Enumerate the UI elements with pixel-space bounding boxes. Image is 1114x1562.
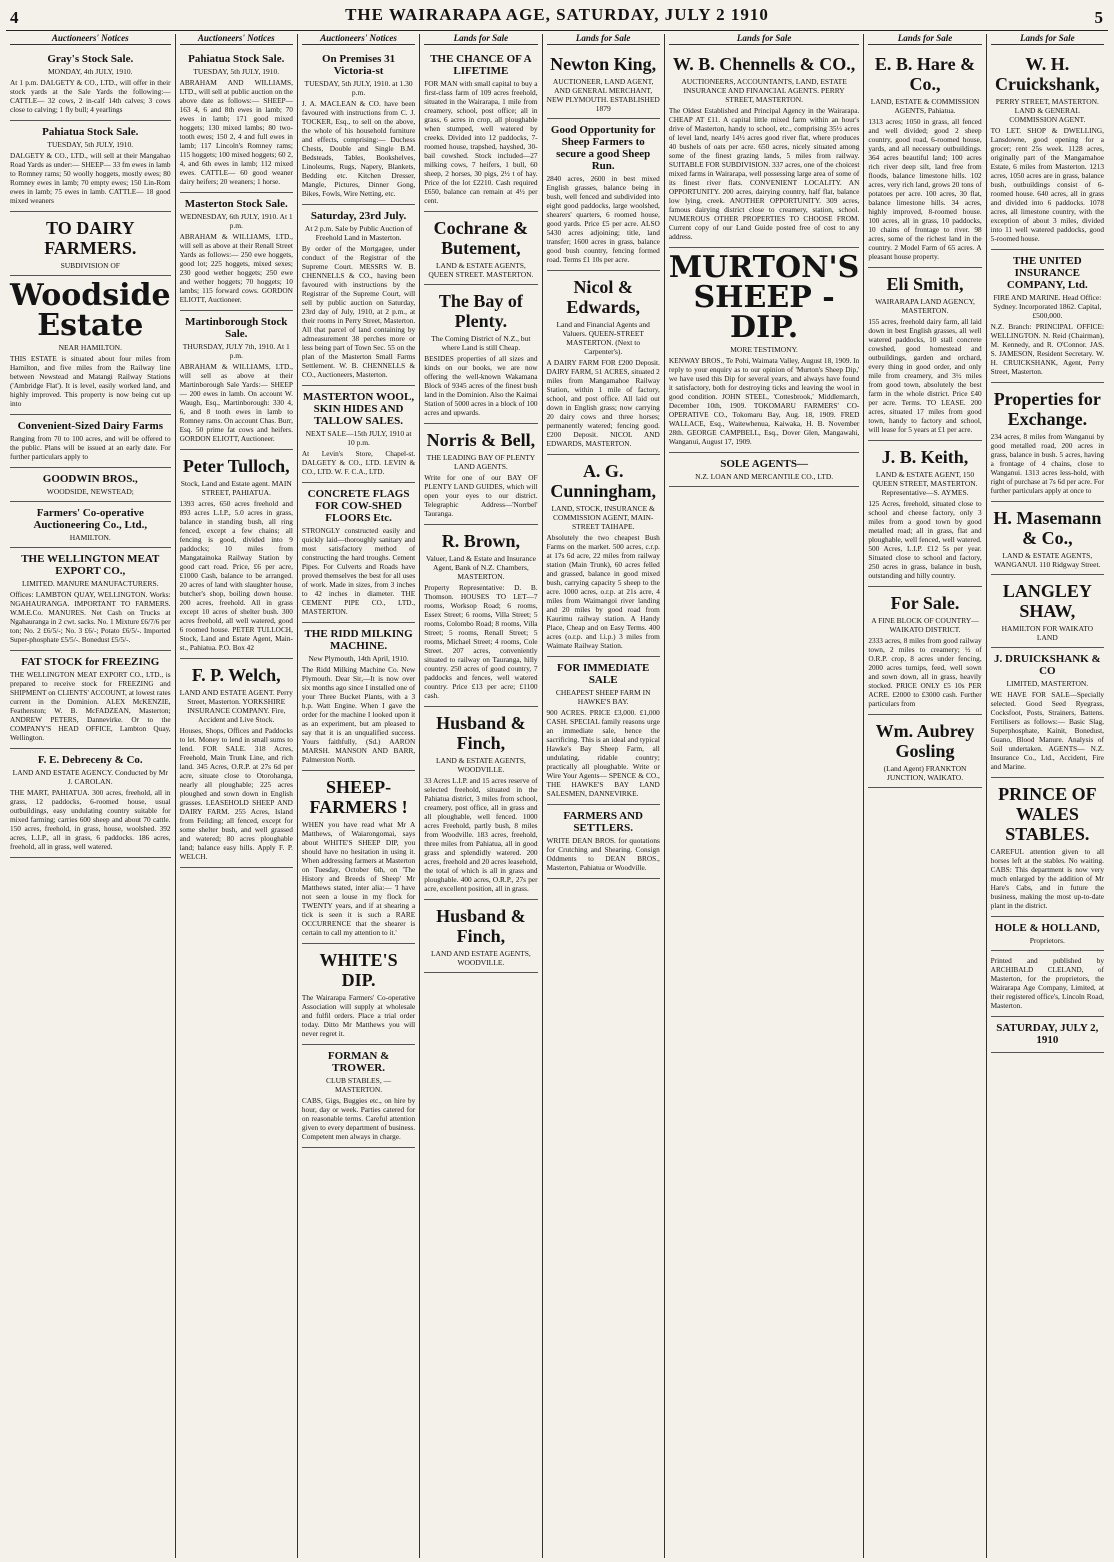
column-2: [176, 34, 298, 1558]
column-heading: Auctioneers' Notices: [10, 34, 171, 45]
ad-display-heading: Woodside Estate: [10, 278, 171, 343]
ad-heading: J. B. Keith,: [881, 447, 969, 467]
ad-subheading: LAND & ESTATE AGENTS, WOODVILLE.: [435, 756, 526, 774]
column-5: [543, 34, 665, 1558]
advertisement: [424, 285, 537, 424]
advertisement: [10, 502, 171, 548]
ad-title: SATURDAY, JULY 2, 1910: [996, 1022, 1099, 1046]
advertisement: [302, 1045, 415, 1148]
ad-title: Martinborough Stock Sale.: [185, 316, 288, 340]
column-heading: Auctioneers' Notices: [180, 34, 293, 45]
ad-title: Farmers' Co-operative Auctioneering Co., Ltd.,: [33, 507, 148, 531]
advertisement: [302, 623, 415, 771]
advertisement: [424, 707, 537, 900]
ad-subheading: FIRE AND MARINE. Head Office: Sydney. Incorporated 1862. Capital, £500,000.: [993, 293, 1102, 320]
advertisement: [868, 268, 981, 441]
ad-subheading: HAMILTON FOR WAIKATO LAND: [1001, 624, 1094, 642]
advertisement: [547, 657, 660, 805]
ad-heading: SHEEP-FARMERS !: [309, 777, 408, 817]
ad-title: J. DRUICKSHANK & CO: [994, 653, 1101, 677]
ad-body: 1313 acres; 1050 in grass, all fenced and well divided; good 2 sheep country, good road, 6-roomed house, yards, and all necessary outbuildings. 364 acres beautiful land; 100 acres rich river deep silt, land free from floods, balance limestone hills. 102 acres, very rich land, grows 20 tons of potatoes per acre. 100 acres, 30 flat, balance limestone hills. 34 acres, highly improved, 8-roomed house. 100 acres, all in grass, 10 paddocks, 10 chains of frontage to river. 98 acres, some of the richest land in the country. 2 Model Farm of 65 acres. A pleasant house property.: [868, 117, 982, 261]
advertisement: [424, 48, 537, 212]
ad-subheading: A FINE BLOCK OF COUNTRY—WAIKATO DISTRICT.: [871, 616, 979, 634]
ad-title: FAT STOCK for FREEZING: [21, 656, 160, 668]
ad-subheading: CLUB STABLES, — MASTERTON.: [326, 1076, 392, 1094]
advertisement: [424, 525, 537, 707]
advertisement: [10, 212, 171, 276]
ad-body: TO LET. SHOP & DWELLING, Lansdowne, good opening for a grocer; rent 25s week. 1128 acres, originally part of the Mangamahoe Estate, 6 miles from Masterton. 1213 acres, 1050 acres are in grass, balance bush, outbuildings consist of 6-roomed house. 640 acres, all in grass and divided into 6 paddocks. 1078 acres, all limestone country, with the exception of about 3 miles, divided into 11 well watered paddocks, good 5-roomed house.: [990, 126, 1104, 243]
advertisement: [991, 502, 1104, 575]
ad-heading: Husband & Finch,: [436, 713, 526, 753]
ad-body: Absolutely the two cheapest Bush Farms on the market. 500 acres, c.r.p. at 17s 6d acre, 22 miles from railway station (Main Trunk), 60 acres felled and grassed, balance in good mixed bush, carrying capacity 5 sheep to the acre. 1000 acres, o.r.p. at 21s acre, 4 miles from Waimangoi river landing and 20 miles by good road from Kaurimu railway station. A Handy Place, Cheap and on Easy Terms. 400 acres (o.r.p. and l.i.p.) 3 miles from Waimate Railway Station.: [546, 533, 660, 650]
ad-heading: Wm. Aubrey Gosling: [875, 721, 975, 761]
ad-heading: LANGLEY SHAW,: [1002, 581, 1092, 621]
ad-subheading: NEAR HAMILTON.: [58, 343, 122, 352]
ad-heading: Newton King,: [550, 54, 657, 74]
ad-subheading: Valuer, Land & Estate and Insurance Agent, Bank of N.Z. Chambers, MASTERTON.: [425, 554, 536, 581]
ad-title: On Premises 31 Victoria-st: [322, 53, 396, 77]
ad-heading: The Bay of Plenty.: [438, 291, 523, 331]
advertisement: [302, 944, 415, 1045]
ad-body: Houses, Shops, Offices and Paddocks to let. Money to lend in small sums to lend. FOR SALE. 318 Acres, Freehold, Main Trunk Line, and rich land. 345 Acres, O.R.P. at 27s 6d per acre, situate close to Otorohanga, nearly all ploughable; 225 acres ploughed and sown down in English grasses. LEASEHOLD SHEEP AND DAIRY FARM. 255 Acres, Island from Feilding; all fenced, except for some shelter bush, and well grassed and watered; 80 acres ploughable land; balance easy hills. Apply F. P. WELCH.: [179, 726, 293, 861]
ad-heading: TO DAIRY FARMERS.: [44, 218, 137, 258]
ad-title: FORMAN & TROWER.: [327, 1050, 390, 1074]
advertisement: [302, 771, 415, 944]
advertisement: [424, 212, 537, 285]
ad-title: Masterton Stock Sale.: [184, 198, 288, 210]
ad-subheading: SUBDIVISION OF: [60, 261, 120, 270]
advertisement: [302, 483, 415, 623]
ad-subheading: LAND, ESTATE & COMMISSION AGENTS, Pahiatua.: [870, 97, 980, 115]
ad-subheading: TUESDAY, 5th JULY, 1910.: [47, 140, 134, 149]
ad-subheading: MORE TESTIMONY.: [730, 345, 798, 354]
ad-display-heading: MURTON'S SHEEP - DIP.: [668, 250, 860, 345]
ad-body: WE HAVE FOR SALE—Specially selected. Good Seed Ryegrass, Cocksfoot, Posts, Strainers, Battens. Fertilisers as follows:— Basic Slag, Superphosphate, Kainit, Bonedust, Guano, Blood Manure. Analysis of Soil undertaken. AGENTS— N.Z. Insurance Co., Ltd., Accident, Fire and Marine.: [990, 690, 1104, 771]
ad-body: ABRAHAM AND WILLIAMS, LTD., will sell at public auction on the above date as follows:— SHEEP— 163 4, 6 and 8th ewes in lamb; 70 ewes in lamb; 171 good mixed hoggets; 130 mixed lambs; 80 two-tooth ewes; 150 2, 4 and full ewes in lamb; 117 Lincoln's Romney rams; 115 hoggets; 100 mixed hoggets; 60 2, 4, and 6th ewes in lamb; 112 mixed ewes. CATTLE— 60 good weaner dairy heifers; 20 weaners; 1 horse.: [179, 78, 293, 186]
advertisement: [424, 900, 537, 973]
column-4: [420, 34, 542, 1558]
advertisement: [180, 659, 293, 868]
advertisement: [669, 453, 860, 487]
ad-title: F. E. Debreceny & Co.: [37, 754, 143, 766]
ad-subheading: TUESDAY, 5th JULY, 1910. at 1.30 p.m.: [304, 79, 413, 97]
ad-body: Offices: LAMBTON QUAY, WELLINGTON. Works: NGAHAURANGA. IMPORTANT TO FARMERS. W.M.E.Co. MANURES. Net Cash on Trucks at Ngahauranga in 2 cwt. sacks. No. 1 Mixture £6/7/6 per ton; No. 2 £6/5/-; No. 3 £6/-; Potato £6/5/-. Imported Super-phosphate £5/5/-. Bonedust £5/5/-.: [10, 590, 171, 644]
ad-body: Property Representative: D. B. Thomson. HOUSES TO LET—7 rooms, Worksop Road; 6 rooms, Essex Street; 6 rooms, Villa Street; 5 rooms, Colombo Road; 8 rooms, Villa Street; 5 rooms, Renall Street; 5 rooms, Michael Street; 4 rooms, Cole Street. 207 acres, conveniently situated to railway on Tauranga, hilly country. 250 acres of good country, 7 paddocks and fences, well watered country. Price £13 per acre; £1100 cash.: [424, 583, 538, 700]
ad-heading: Norris & Bell,: [426, 430, 536, 450]
ad-subheading: WEDNESDAY, 6th JULY, 1910. At 1 p.m.: [179, 212, 293, 230]
ad-body: CAREFUL attention given to all horses left at the stables. No waiting. CABS: This department is now very much enlarged by the addition of Mr Hare's Cabs, and in future the business, making the most up-to-date plant in the district.: [990, 847, 1104, 910]
ad-body: Printed and published by ARCHIBALD CLELAND, of Masterton, for the proprietors, the Wairarapa Age Company, Limited, at their registered office's, Lincoln Road, Masterton.: [990, 956, 1104, 1010]
advertisement: [547, 455, 660, 657]
ad-body: THE WELLINGTON MEAT EXPORT CO., LTD., is prepared to receive stock for FREEZING and SHIPMENT on CLIENTS' ACCOUNT, at lowest rates current in the Dominion. ALEX McKENZIE, Featherston; W. B. McFADZEAN, Masterton; ANDREW PETERS, Dannevirke. Or to the COMPANY'S HEAD OFFICE, Lambton Quay, Wellington.: [10, 670, 171, 742]
ad-body: CABS, Gigs, Buggies etc., on hire by hour, day or week. Parties catered for on reasonable terms. Careful attention given to every department of business. Competent men always in charge.: [301, 1096, 416, 1141]
column-heading: Lands for Sale: [991, 34, 1104, 45]
ad-heading: PRINCE OF WALES STABLES.: [998, 784, 1097, 844]
ad-body: 234 acres, 8 miles from Wanganui by good metalled road, 200 acres in grass, balance in bush. 5 acres, having a frontage of 4 chains, close to Wanganui. 1313 acres less-hold, with right of purchase at 7s 6d per acre. For further particulars apply at once to: [990, 432, 1104, 495]
advertisement: [180, 193, 293, 311]
ad-body: A DAIRY FARM FOR £200 Deposit. DAIRY FARM, 51 ACRES, situated 2 miles from Mangamahoe Railway Station, within 1 mile of factory, school, and post office. All laid out down in English grass; now carrying 20 dairy cows and three horses; permanently watered; fencing good. £200 Deposit. NICOL AND EDWARDS, MASTERTON.: [546, 358, 660, 448]
ad-body: Ranging from 70 to 100 acres, and will be offered to the public. Plans will be issued at an early date. For further particulars apply to: [10, 434, 171, 461]
column-3: [298, 34, 420, 1558]
ad-subheading: MONDAY, 4th JULY, 1910.: [48, 67, 133, 76]
ad-title: CONCRETE FLAGS FOR COW-SHED FLOORS Etc.: [307, 488, 410, 524]
advertisement: [547, 805, 660, 879]
ad-subheading: PERRY STREET, MASTERTON. LAND & GENERAL COMMISSION AGENT.: [995, 97, 1099, 124]
advertisement: [10, 415, 171, 468]
columns: [6, 34, 1108, 1558]
column-heading: Lands for Sale: [547, 34, 660, 45]
masthead-right: 5: [1094, 8, 1104, 27]
ad-body: DALGETY & CO., LTD., will sell at their Mangahao Road Yards as under:— SHEEP— 33 fm ewes in lamb to Romney rams; 50 woolly hoggets, mostly ewes; 80 Romney ewes in lamb; 70 empty ewes; 150 Lin-Rom ewes in lamb; 75 ewes in lamb. CATTLE— 18 good mixed weaners: [10, 151, 171, 205]
ad-subheading: LAND AND ESTATE AGENT. Perry Street, Masterton. YORKSHIRE INSURANCE COMPANY. Fire, Accident and Live Stock.: [179, 688, 293, 724]
ad-body: 2840 acres, 2600 in best mixed English grasses, balance being in bush, well fenced and subdivided into eight good paddocks, large woolshed, shearers' quarters, 6 roomed house, good yards. Price £5 per acre. ALSO 5430 acres adjoining; title, land transfer; 1600 acres in grass, balance good bush country, fencing formed road. Terms £1 10s per acre.: [546, 174, 660, 264]
advertisement: [424, 424, 537, 525]
advertisement: [868, 48, 981, 268]
ad-heading: R. Brown,: [441, 531, 520, 551]
ad-title: Saturday, 23rd July.: [310, 210, 407, 222]
ad-subheading: Land and Financial Agents and Valuers. QUEEN-STREET MASTERTON. (Next to Carpenter's).: [556, 320, 650, 356]
ad-body: ABRAHAM & WILLIAMS, LTD., will sell as above at their Martinborough Sale Yards:— SHEEP— 200 ewes in lamb. On account W. Waugh, Esq., Martinborough: 330 4, 6, and 8 tooth ewes in lamb to Romney rams. On account Chas. Burr, Esq. 50 prime fat cows and heifers. GORDON ELIOTT, Auctioneer.: [179, 362, 293, 443]
advertisement: [868, 587, 981, 715]
ad-body: N.Z. Branch: PRINCIPAL OFFICE: WELLINGTON. N. Reid (Chairman), M. Kennedy, and R. O'Connor. JAS. S. JAMESON, Resident Secretary. W. H. CRUICKSHANK, Agent, Perry Street, Masterton.: [990, 322, 1104, 376]
ad-body: 1393 acres, 650 acres freehold and 893 acres L.I.P., 5.0 acres in grass, balance in standing bush, all ring fenced, except a few chains; all fencing is good, divided into 9 paddocks; 10 miles from Mangatainoka Railway Station by good cart road. Price, £6 per acre, £1000 Cash, balance to be arranged. 20 acres of land with slaughter house, butcher's shop, boiling down house. 200 acres, freehold. All in grass except 10 acres of shelter bush. 300 acres freehold, all well watered, good 6 roomed house. PETER TULLOCH, Stock, Land and Estate Agent, Main-st., Pahiatua. P.O. Box 42: [179, 499, 293, 652]
ad-title: SOLE AGENTS—: [720, 458, 808, 470]
ad-subheading: AUCTIONEER, LAND AGENT, AND GENERAL MERCHANT, NEW PLYMOUTH. ESTABLISHED 1879: [546, 77, 660, 113]
ad-title: THE CHANCE OF A LIFETIME: [430, 53, 532, 77]
column-1: [6, 34, 176, 1558]
ad-subheading: NEXT SALE—15th JULY, 1910 at 10 p.m.: [305, 429, 412, 447]
ad-body: J. A. MACLEAN & CO. have been favoured with instructions from C. J. TOCKER, Esq., to sell on the above, the whole of his household furniture and effects, comprising:— Duchess Chests, Double and Single B.M. Bedsteads, Tables, Bookshelves, Linoleums, Rugs, Napery, Blankets, Bedding etc. Kitchen Dresser, Mangle, Pictures, Dinner Gong, Bikes, Fowls, Wire Netting, etc.: [301, 99, 416, 198]
advertisement: [10, 121, 171, 212]
column-6: [665, 34, 865, 1558]
column-heading: Lands for Sale: [669, 34, 860, 45]
ad-heading: W. B. Chennells & CO.,: [672, 54, 856, 74]
ad-heading: Nicol & Edwards,: [566, 277, 640, 317]
ad-subheading: LAND AND ESTATE AGENCY. Conducted by Mr J. CAROLAN.: [12, 768, 168, 786]
ad-body: At 1 p.m. DALGETY & CO., LTD., will offer in their stock yards at the Sale Yards the following:— CATTLE— 32 cows, 2 in-calf 14th calves; 3 cows close to calving; 1 fly bull; 4 yearlings: [10, 78, 171, 114]
ad-title: MASTERTON WOOL, SKIN HIDES AND TALLOW SALES.: [303, 391, 415, 427]
ad-body: 155 acres, freehold dairy farm, all laid down in best English grasses, all well watered paddocks, 10 stall concrete cowshed, good homestead and outbuildings, garden and orchard, every thing in good order, and only mile from creamery, and 3½ miles from good town, absolutely the best farm in the whole district. Price £40 per acre. Terms. TO LEASE. 200 acres, situated 17 miles from good town, handy to factory and school, will lease for 5 years at £1 per acre.: [868, 317, 982, 434]
advertisement: [991, 250, 1104, 383]
ad-heading: Cochrane & Butement,: [433, 218, 529, 258]
advertisement: [10, 749, 171, 858]
ad-subheading: (Land Agent) FRANKTON JUNCTION, WAIKATO.: [883, 764, 967, 782]
ad-heading: Eli Smith,: [886, 274, 964, 294]
advertisement: [868, 715, 981, 788]
ad-body: By order of the Mortgagee, under conduct of the Registrar of the Supreme Court. MESSRS W. B. CHENNELLS & CO., having been favoured with instructions by the Registrar of the Supreme Court, will sell by public auction on Saturday, 23rd day of July, 1910, at 2 p.m., at their rooms in Perry Street, Masterton. All that parcel of land containing by admeasurement 38 perches more or less being part of Town Sec. 55 on the plan of the Masterton Small Farms Settlement. W. B. CHENNELLS & CO., Auctioneers, Masterton.: [301, 244, 416, 379]
ad-title: FOR IMMEDIATE SALE: [556, 662, 650, 686]
ad-body: BESIDES properties of all sizes and kinds on our books, we are now offering the well-known Wakamana Block of 9345 acres of the finest bush land in the Dominion. Also the Kaimai Station of 5000 acres in a block of 100 acres and upwards.: [424, 354, 538, 417]
ad-body: 2333 acres, 8 miles from good railway town, 2 miles to creamery; ½ of O.R.P. crop, 8 acres under fencing, 2000 acres turnips, feed, well sown and sown down, all in grass, heavily stocked. PRICE ONLY £5 10s PER ACRE. £2000 to £3000 cash. Further particulars from: [868, 636, 982, 708]
ad-subheading: At 2 p.m. Sale by Public Auction of Freehold Land in Masterton.: [304, 224, 413, 242]
ad-heading: Peter Tulloch,: [182, 456, 290, 476]
ad-title: Gray's Stock Sale.: [47, 53, 134, 65]
advertisement: [547, 271, 660, 455]
ad-subheading: THE LEADING BAY OF PLENTY LAND AGENTS.: [426, 453, 536, 471]
ad-body: At Levin's Store, Chapel-st. DALGETY & CO., LTD. LEVIN & CO., LTD. W. F. C.A., LTD.: [301, 449, 416, 476]
advertisement: [991, 648, 1104, 778]
advertisement: [302, 205, 415, 386]
column-8: [987, 34, 1108, 1558]
ad-heading: A. G. Cunningham,: [550, 461, 656, 501]
ad-subheading: LIMITED. MANURE MANUFACTURERS.: [22, 579, 159, 588]
ad-body: THIS ESTATE is situated about four miles from Hamilton, and five miles from the Railway line between Newstead and Matangi Railway Stations ('Ambridge Flat'). It is level, easily worked land, and highly improved. This property is now being cut up into: [10, 354, 171, 408]
ad-body: 900 ACRES. PRICE £3,000. £1,000 CASH. SPECIAL family reasons urge an immediate sale, hence the sacrificing. This is an ideal and typical Hawke's Bay Sheep Farm, all undulating, ridable country; practically all ploughable. Write or Wire Your Agents— SPENCE & CO., THE HAWKE'S BAY LAND SALESMEN, DANNEVIRKE.: [546, 708, 660, 798]
ad-heading: W. H. Cruickshank,: [995, 54, 1100, 94]
ad-subheading: LAND & ESTATE AGENTS, WANGANUI. 110 Ridgway Street.: [994, 551, 1101, 569]
ad-subheading: WAIRARAPA LAND AGENCY, MASTERTON.: [875, 297, 975, 315]
advertisement: [302, 386, 415, 483]
ad-subheading: CHEAPEST SHEEP FARM IN HAWKE'S BAY.: [555, 688, 651, 706]
ad-body: The Oldest Established and Principal Agency in the Wairarapa. CHEAP AT £11. A capital little mixed farm within an hour's drive of Masterton, handy to school, etc., comprising 35½ acres of level land, nearly 14½ acres good river flat, where produces 40 bushels of oats per acre. 650 acres, nicely situated among some of the finest grazing lands, 5 miles from railway. SUITABLE FOR SUBDIVISION. 337 acres, one of the choicest mixed farms in Wairarapa, well possessing large area of some of its finest river flats. CONVENIENT LOCALITY. AN OPPORTUNITY. 200 acres, dairying country, half flat, balance low lying, creek. ANOTHER OPPORTUNITY. 309 acres, famous dairying district close to creamery, station, school. NUMEROUS OTHER PROPERTIES TO CHOOSE FROM. Current copy of our Land Guide posted free of cost to any address.: [668, 106, 860, 241]
ad-subheading: New Plymouth, 14th April, 1910.: [308, 654, 409, 663]
ad-subheading: LIMITED, MASTERTON.: [1006, 679, 1089, 688]
ad-body: WHEN you have read what Mr A Matthews, of Waiarongomai, says about WHITE'S SHEEP DIP, you should have no hesitation in using it. When addressing farmers at Masterton on Tuesday, October 6th, on 'The History and Breeds of Sheep' Mr Matthews stated, inter alia:— 'I have not seen a louse in my flock for TWENTY years, and if at shearing a tick is seen it is such a RARE OCCURRENCE that the shearer is certain to call my attention to it.': [301, 820, 416, 937]
ad-subheading: LAND & ESTATE AGENT, 150 QUEEN STREET, MASTERTON. Representative—S. AYMES.: [872, 470, 978, 497]
advertisement: [669, 48, 860, 248]
ad-body: ABRAHAM & WILLIAMS, LTD., will sell as above at their Renall Street Yards as follows:— 250 ewe hoggets, good lot; 225 hoggets, mixed sexes; 230 good wether hoggets; 250 ewe and wether hoggets; 70 hoggets; 10 lambs; 115 forward cows. GORDON ELIOTT, Auctioneer.: [179, 232, 293, 304]
ad-title: Convenient-Sized Dairy Farms: [17, 420, 164, 432]
ad-heading: H. Masemann & Co.,: [993, 508, 1102, 548]
ad-body: The Ridd Milking Machine Co. New Plymouth. Dear Sir,—It is now over six months ago since I installed one of your Three Bucket Plants, with a 3 h.p. Watt Engine. When I gave the order for the machine I looked upon it as an experiment, but am pleased to say that it is an unqualified success. Yours faithfully, (Sd.) AARON MARSH. MANSON AND BARR, Palmerston North.: [301, 665, 416, 764]
ad-heading: F. P. Welch,: [191, 665, 281, 685]
ad-body: STRONGLY constructed easily and quickly laid—thoroughly sanitary and most satisfactory method of constructing the hard troughs. Cement Pipes. For Culverts and Roads have proved themselves the best for all uses of work. Made in sizes, from 3 inches to 42 inches in diameter. THE CEMENT PIPE CO., LTD., MASTERTON.: [301, 526, 416, 616]
advertisement: [10, 276, 171, 415]
ad-subheading: The Coming District of N.Z., but where Land is still Cheap.: [431, 334, 531, 352]
masthead-left: 4: [10, 8, 20, 27]
advertisement: [547, 48, 660, 119]
ad-heading: WHITE'S DIP.: [319, 950, 398, 990]
ad-body: Write for one of our BAY OF PLENTY LAND GUIDES, which will open your eyes to our district. Telegraphic Address—'Norrbel' Tauranga.: [424, 473, 538, 518]
ad-subheading: TUESDAY, 5th JULY, 1910.: [193, 67, 280, 76]
advertisement: [547, 119, 660, 271]
ad-title: THE RIDD MILKING MACHINE.: [304, 628, 413, 652]
ad-heading: Properties for Exchange.: [993, 389, 1101, 429]
advertisement: [180, 450, 293, 659]
advertisement: [991, 48, 1104, 250]
advertisement: [180, 311, 293, 450]
ad-heading: Husband & Finch,: [436, 906, 526, 946]
ad-body: The Wairarapa Farmers' Co-operative Association will supply at wholesale and fulfil orders. Place a trial order today. Ditto Mr Matthews you will never regret it.: [301, 993, 416, 1038]
advertisement: [10, 468, 171, 502]
ad-body: KENWAY BROS., Te Pohi, Waimata Valley, August 18, 1909. In reply to your enquiry as to our opinion of 'Murton's Sheep Dip,' we have used this Dip for several years, and always have found it satisfactory, both for destroying ticks and leaving the wool in good condition. JOHN STEEL, 'Cottesbrook,' Middlemarch, December 10th, 1909. TOKOMARU FARMERS' CO-OPERATIVE CO., Tokomaru Bay, Aug. 18, 1909. FRED WALLACE, Esq., Waitewhenua, Kaiwaka, H. B. November 28th. GEORGE CAMPBELL, Esq., Dover Glen, Mangawahi, Wanganui, August 17, 1909.: [668, 356, 860, 446]
advertisement: [10, 651, 171, 749]
ad-title: FARMERS AND SETTLERS.: [563, 810, 643, 834]
advertisement: [868, 441, 981, 587]
ad-subheading: LAND, STOCK, INSURANCE & COMMISSION AGENT, MAIN-STREET TAIHAPE.: [551, 504, 655, 531]
ad-subheading: THURSDAY, JULY 7th, 1910. At 1 p.m.: [182, 342, 290, 360]
advertisement: [991, 383, 1104, 502]
advertisement: [669, 248, 860, 453]
advertisement: [10, 48, 171, 121]
column-7: [864, 34, 986, 1558]
masthead: [6, 0, 1108, 31]
ad-body: WRITE DEAN BROS. for quotations for Crutching and Shearing. Consign Oddments to DEAN BROS., Masterton, Pahiatua or Woodville.: [546, 836, 660, 872]
ad-heading: E. B. Hare & Co.,: [874, 54, 976, 94]
ad-title: THE WELLINGTON MEAT EXPORT CO.,: [21, 553, 160, 577]
column-heading: Auctioneers' Notices: [302, 34, 415, 45]
ad-subheading: Stock, Land and Estate agent. MAIN STREET, PAHIATUA.: [180, 479, 292, 497]
ad-subheading: N.Z. LOAN AND MERCANTILE CO., LTD.: [695, 472, 834, 481]
ad-subheading: WOODSIDE, NEWSTEAD;: [46, 487, 134, 496]
ad-body: FOR MAN with small capital to buy a first-class farm of 109 acres freehold, situated in the Wairarapa, 1 mile from creamery, school, post office; all in grass, 6 acres in crop, all ploughable when stumped, well watered by creeks. Divided into 12 paddocks, 7-roomed house, trapshed, hayshed, 30-bail cowshed. Stock included—27 milking cows, 7 heifers, 1 bull, 60 sheep, 2 horses, 30 pigs, 2½ t of hay. Price of the lot £2210. Cash required £650, balance can remain at 4½ per cent.: [424, 79, 538, 205]
advertisement: [10, 548, 171, 651]
ad-subheading: LAND & ESTATE AGENTS, QUEEN STREET. MASTERTON.: [428, 261, 534, 279]
advertisement: [991, 951, 1104, 1017]
ad-title: HOLE & HOLLAND,: [994, 922, 1100, 934]
advertisement: [302, 48, 415, 205]
advertisement: [180, 48, 293, 193]
advertisement: [991, 1017, 1104, 1053]
ad-title: GOODWIN BROS.,: [42, 473, 138, 485]
column-heading: Lands for Sale: [424, 34, 537, 45]
ad-heading: For Sale.: [890, 593, 960, 613]
ad-body: 125 Acres, freehold, situated close to school and cheese factory, only 3 miles from a good town by good metalled road; all in grass, flat and ploughable, well fenced, well watered. 500 Acres, L.I.P. £12 5s per year. Situated close to school and factory, 250 acres in grass, balance in bush, outstanding and hilly country.: [868, 499, 982, 580]
ad-subheading: HAMILTON.: [69, 533, 111, 542]
ad-title: Good Opportunity for Sheep Farmers to secure a good Sheep Run.: [550, 124, 656, 172]
ad-title: Pahiatua Stock Sale.: [188, 53, 285, 65]
advertisement: [991, 575, 1104, 648]
masthead-title: THE WAIRARAPA AGE, SATURDAY, JULY 2 1910: [345, 5, 769, 24]
ad-body: 33 Acres L.I.P. and 15 acres reserve of selected freehold, situated in the Pahiatua district, 3 miles from school, creamery, post office, all in grass and all ploughable, well fenced. 1000 acres Freehold, partly bush, 8 miles from Woodville. 183 acres, freehold, three miles from Pahiatua, all in good grass and splendidly watered. 200 acres, freehold and 20 acres leasehold, the total of which is all in grass and ploughable. 400 acres, O.R.P., 27s per acre, excellent position, all in grass.: [424, 776, 538, 893]
ad-subheading: AUCTIONEERS, ACCOUNTANTS, LAND, ESTATE INSURANCE AND FINANCIAL AGENTS. PERRY STREET, MASTERTON.: [681, 77, 847, 104]
ad-title: Pahiatua Stock Sale.: [42, 126, 139, 138]
ad-subheading: Proprietors.: [1029, 936, 1065, 945]
column-heading: Lands for Sale: [868, 34, 981, 45]
ad-subheading: LAND AND ESTATE AGENTS, WOODVILLE.: [430, 949, 531, 967]
advertisement: [991, 917, 1104, 951]
ad-body: THE MART, PAHIATUA. 300 acres, freehold, all in grass, 12 paddocks, 6-roomed house, usual outbuildings, easy undulating country suitable for mixed farming; carries 600 sheep and about 70 cattle. 150 acres, freehold, in grass, house, woolshed. 392 acres, L.I.P., all in grass, 6 paddocks. 186 acres, freehold, all in grass, well watered.: [10, 788, 171, 851]
advertisement: [991, 778, 1104, 917]
ad-title: THE UNITED INSURANCE COMPANY, Ltd.: [1006, 255, 1088, 291]
